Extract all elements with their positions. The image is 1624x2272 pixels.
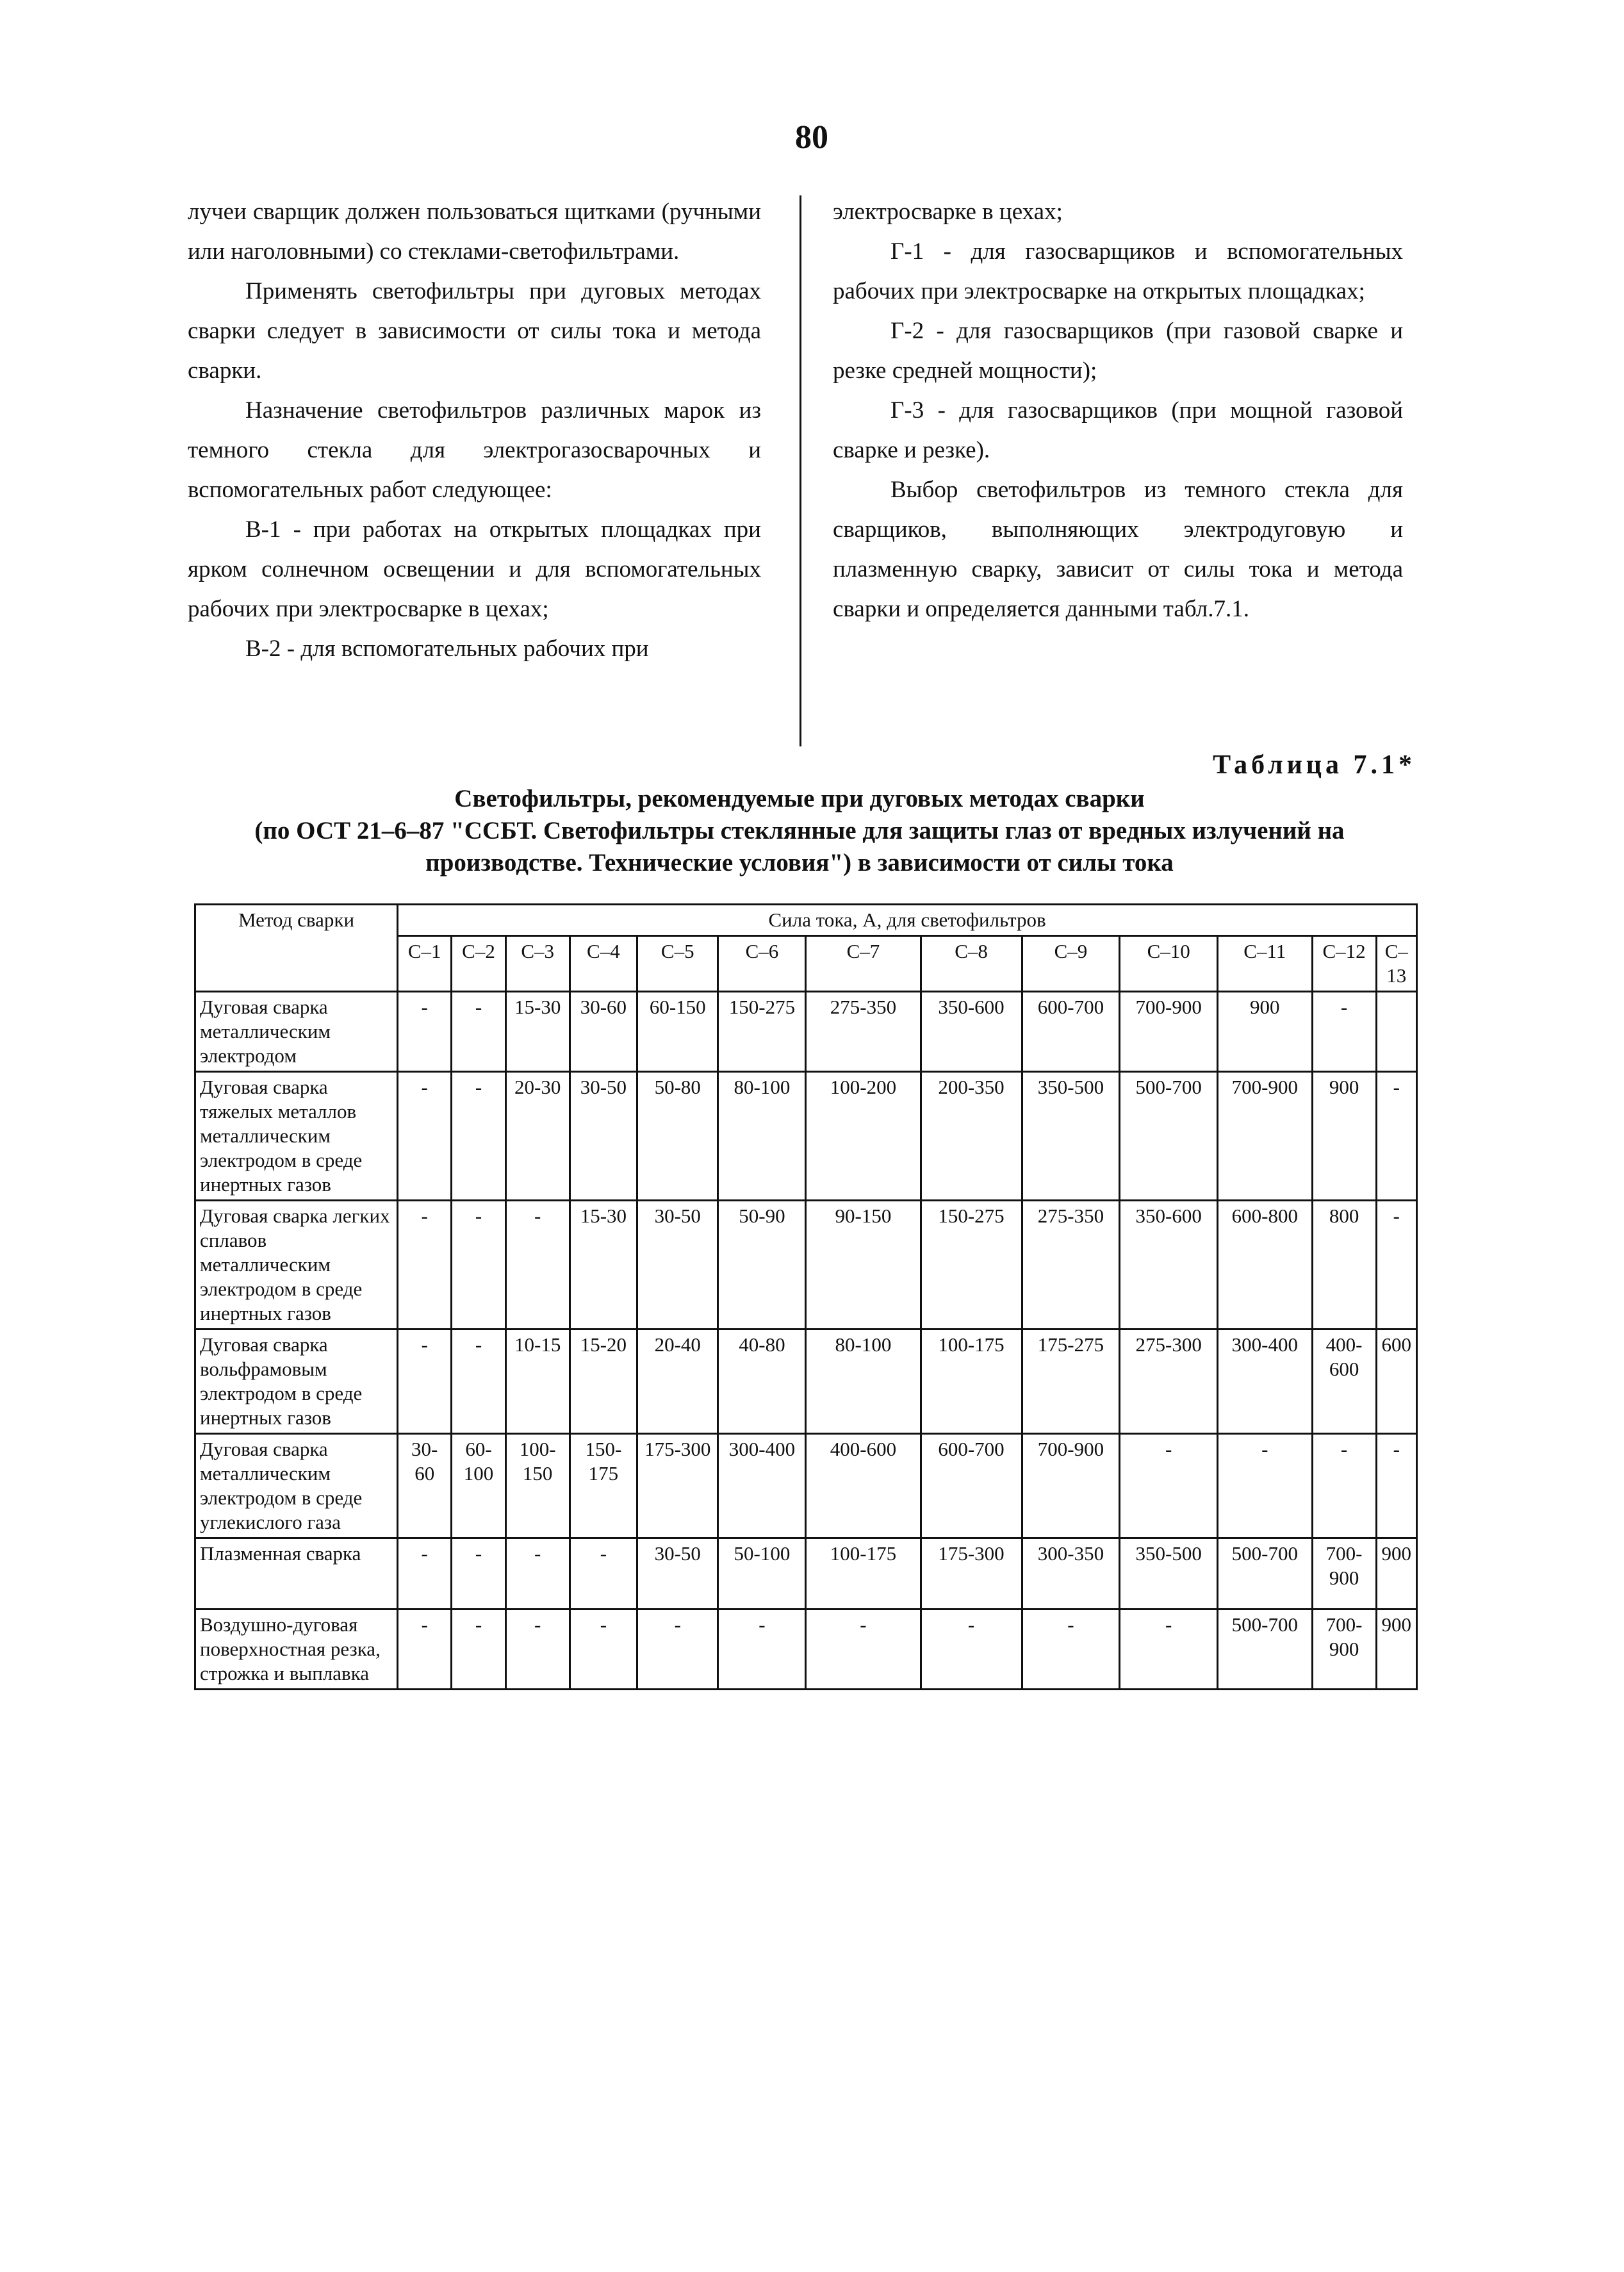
current-value-cell: 100-175	[806, 1538, 921, 1609]
current-value-cell: -	[1022, 1609, 1120, 1690]
current-value-cell: -	[1120, 1434, 1218, 1538]
current-value-cell: 30-60	[398, 1434, 452, 1538]
current-value-cell: 600	[1376, 1329, 1416, 1434]
filter-header-cell: С–5	[637, 936, 718, 992]
right-text-column	[833, 192, 1403, 629]
filter-header-cell: С–10	[1120, 936, 1218, 992]
current-value-cell: -	[452, 1201, 505, 1329]
current-value-cell: -	[570, 1538, 637, 1609]
current-value-cell: 50-90	[718, 1201, 806, 1329]
current-value-cell: 60-100	[452, 1434, 505, 1538]
current-value-cell: 275-350	[1022, 1201, 1120, 1329]
page-number: 80	[795, 119, 828, 156]
table-row	[195, 992, 1417, 1072]
method-column-header: Метод сварки	[195, 905, 398, 992]
current-value-cell: 275-300	[1120, 1329, 1218, 1434]
current-value-cell: 700-900	[1312, 1609, 1376, 1690]
column-divider	[800, 195, 801, 746]
method-cell: Дуговая сварка вольфрамовым электродом в среде инертных газов	[195, 1329, 398, 1434]
filter-header-cell: С–13	[1376, 936, 1416, 992]
current-value-cell: -	[921, 1609, 1022, 1690]
current-value-cell: 600-700	[921, 1434, 1022, 1538]
current-value-cell: 150-175	[570, 1434, 637, 1538]
current-value-cell: 10-15	[505, 1329, 570, 1434]
table-row	[195, 1072, 1417, 1201]
table-row	[195, 1538, 1417, 1609]
current-value-cell: 350-600	[1120, 1201, 1218, 1329]
current-value-cell: 400-600	[806, 1434, 921, 1538]
table-row	[195, 1201, 1417, 1329]
current-value-cell: -	[1376, 1201, 1416, 1329]
current-value-cell: -	[452, 1072, 505, 1201]
current-value-cell: 40-80	[718, 1329, 806, 1434]
caption-line: производстве. Технические условия") в зависимости от силы тока	[425, 849, 1174, 877]
current-value-cell: -	[806, 1609, 921, 1690]
current-value-cell: 800	[1312, 1201, 1376, 1329]
current-value-cell: 175-275	[1022, 1329, 1120, 1434]
method-cell: Плазменная сварка	[195, 1538, 398, 1609]
current-value-cell: 80-100	[718, 1072, 806, 1201]
left-text-column	[188, 192, 761, 669]
method-cell: Дуговая сварка металлическим электродом	[195, 992, 398, 1072]
filter-header-cell: С–6	[718, 936, 806, 992]
current-value-cell: 900	[1218, 992, 1312, 1072]
method-cell: Воздушно-дуговая поверхностная резка, строжка и выплавка	[195, 1609, 398, 1690]
current-value-cell: 175-300	[921, 1538, 1022, 1609]
current-value-cell: -	[1312, 992, 1376, 1072]
current-value-cell: -	[452, 1538, 505, 1609]
table-number-label: Таблица 7.1*	[1213, 750, 1416, 780]
current-value-cell: 350-500	[1120, 1538, 1218, 1609]
paragraph: лучеи сварщик должен пользоваться щитками (ручными или наголовными) со стеклами-светофильтрами.	[188, 199, 761, 265]
current-value-cell: 275-350	[806, 992, 921, 1072]
current-value-cell: 900	[1312, 1072, 1376, 1201]
current-value-cell: -	[570, 1609, 637, 1690]
method-cell: Дуговая сварка металлическим электродом в среде углекислого газа	[195, 1434, 398, 1538]
current-value-cell: -	[398, 1538, 452, 1609]
current-value-cell: 700-900	[1312, 1538, 1376, 1609]
current-value-cell: -	[1376, 1434, 1416, 1538]
current-value-cell: -	[398, 1609, 452, 1690]
current-value-cell: -	[398, 1072, 452, 1201]
caption-line: (по ОСТ 21–6–87 "ССБТ. Светофильтры стеклянные для защиты глаз от вредных излучений на	[254, 817, 1345, 844]
current-value-cell: -	[398, 1201, 452, 1329]
current-value-cell: -	[505, 1538, 570, 1609]
filter-header-cell: С–1	[398, 936, 452, 992]
current-value-cell: -	[1312, 1434, 1376, 1538]
current-value-cell: 600-700	[1022, 992, 1120, 1072]
current-value-cell: 20-30	[505, 1072, 570, 1201]
current-value-cell: 300-400	[718, 1434, 806, 1538]
method-cell: Дуговая сварка тяжелых металлов металлическим электродом в среде инертных газов	[195, 1072, 398, 1201]
current-value-cell: 500-700	[1120, 1072, 1218, 1201]
current-value-cell: 500-700	[1218, 1538, 1312, 1609]
current-value-cell: 20-40	[637, 1329, 718, 1434]
current-value-cell: 50-100	[718, 1538, 806, 1609]
current-value-cell: -	[398, 1329, 452, 1434]
current-value-cell: 50-80	[637, 1072, 718, 1201]
current-value-cell: 350-500	[1022, 1072, 1120, 1201]
current-value-cell: 175-300	[637, 1434, 718, 1538]
filter-header-cell: С–4	[570, 936, 637, 992]
current-value-cell: 150-275	[921, 1201, 1022, 1329]
filter-header-cell: С–12	[1312, 936, 1376, 992]
current-value-cell: -	[398, 992, 452, 1072]
table-row	[195, 1609, 1417, 1690]
current-value-cell: 90-150	[806, 1201, 921, 1329]
current-value-cell: 700-900	[1022, 1434, 1120, 1538]
filter-header-cell: С–11	[1218, 936, 1312, 992]
current-value-cell: 500-700	[1218, 1609, 1312, 1690]
paragraph: Г-3 - для газосварщиков (при мощной газовой сварке и резке).	[833, 397, 1403, 463]
current-value-cell: 300-400	[1218, 1329, 1312, 1434]
current-value-cell: 700-900	[1120, 992, 1218, 1072]
filter-table	[194, 903, 1418, 1690]
current-value-cell: -	[452, 1329, 505, 1434]
current-value-cell: 350-600	[921, 992, 1022, 1072]
table-caption	[188, 783, 1411, 879]
current-value-cell: 100-175	[921, 1329, 1022, 1434]
paragraph: Назначение светофильтров различных марок из темного стекла для электрогазосварочных и вспомогательных работ следующее:	[188, 397, 761, 503]
filter-table-container	[194, 903, 1418, 1690]
current-value-cell: 15-20	[570, 1329, 637, 1434]
filter-header-cell: С–9	[1022, 936, 1120, 992]
current-value-cell: -	[637, 1609, 718, 1690]
current-value-cell: 900	[1376, 1538, 1416, 1609]
current-value-cell: -	[1376, 1072, 1416, 1201]
current-value-cell: -	[1218, 1434, 1312, 1538]
current-value-cell: -	[718, 1609, 806, 1690]
paragraph: В-2 - для вспомогательных рабочих при	[245, 636, 649, 662]
paragraph: Г-1 - для газосварщиков и вспомогательных рабочих при электросварке на открытых площадках;	[833, 238, 1403, 304]
paragraph: Применять светофильтры при дуговых методах сварки следует в зависимости от силы тока и метода сварки.	[188, 278, 761, 384]
current-value-cell: -	[505, 1609, 570, 1690]
current-value-cell: 60-150	[637, 992, 718, 1072]
current-value-cell: 30-50	[637, 1538, 718, 1609]
current-column-header: Сила тока, А, для светофильтров	[398, 905, 1417, 936]
current-value-cell	[1376, 992, 1416, 1072]
current-value-cell: 30-60	[570, 992, 637, 1072]
current-value-cell: 30-50	[570, 1072, 637, 1201]
current-value-cell: 15-30	[505, 992, 570, 1072]
current-value-cell: -	[452, 1609, 505, 1690]
table-row	[195, 1329, 1417, 1434]
current-value-cell: 100-150	[505, 1434, 570, 1538]
current-value-cell: 300-350	[1022, 1538, 1120, 1609]
method-cell: Дуговая сварка легких сплавов металлическим электродом в среде инертных газов	[195, 1201, 398, 1329]
filter-header-cell: С–8	[921, 936, 1022, 992]
caption-line: Светофильтры, рекомендуемые при дуговых методах сварки	[454, 785, 1145, 812]
paragraph: электросварке в цехах;	[833, 199, 1063, 225]
current-value-cell: 700-900	[1218, 1072, 1312, 1201]
current-value-cell: 30-50	[637, 1201, 718, 1329]
current-value-cell: -	[452, 992, 505, 1072]
filter-header-cell: С–7	[806, 936, 921, 992]
current-value-cell: 400-600	[1312, 1329, 1376, 1434]
current-value-cell: 900	[1376, 1609, 1416, 1690]
paragraph: Г-2 - для газосварщиков (при газовой сварке и резке средней мощности);	[833, 318, 1403, 384]
current-value-cell: 80-100	[806, 1329, 921, 1434]
filter-header-cell: С–3	[505, 936, 570, 992]
filter-header-cell: С–2	[452, 936, 505, 992]
current-value-cell: 200-350	[921, 1072, 1022, 1201]
table-row	[195, 1434, 1417, 1538]
current-value-cell: -	[1120, 1609, 1218, 1690]
current-value-cell: 150-275	[718, 992, 806, 1072]
current-value-cell: -	[505, 1201, 570, 1329]
current-value-cell: 600-800	[1218, 1201, 1312, 1329]
table-body	[195, 992, 1417, 1690]
paragraph: В-1 - при работах на открытых площадках при ярком солнечном освещении и для вспомогательных рабочих при электросварке в цехах;	[188, 516, 761, 622]
current-value-cell: 15-30	[570, 1201, 637, 1329]
paragraph: Выбор светофильтров из темного стекла для сварщиков, выполняющих электродуговую и плазменную сварку, зависит от силы тока и метода сварки и определяется данными табл.7.1.	[833, 477, 1403, 622]
current-value-cell: 100-200	[806, 1072, 921, 1201]
